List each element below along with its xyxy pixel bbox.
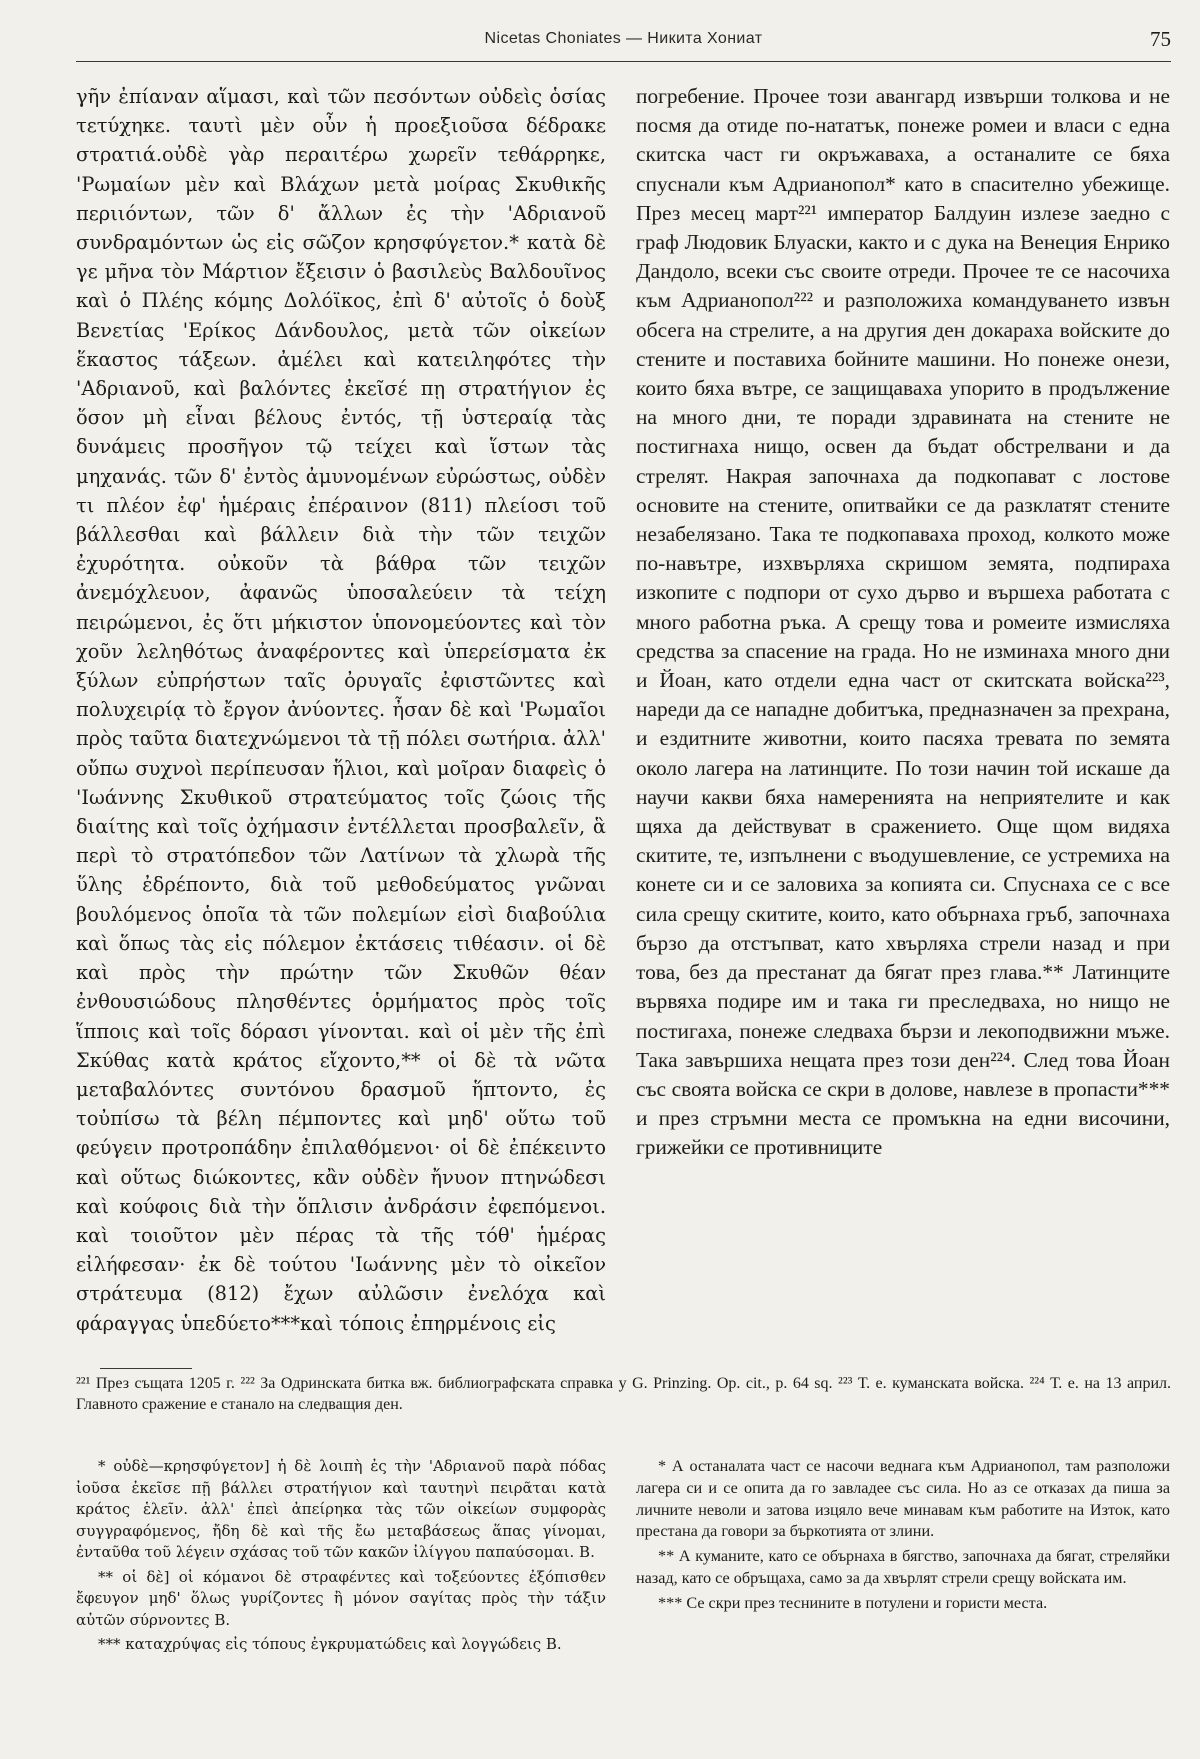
footnote-separator [100, 1368, 192, 1369]
greek-apparatus-note-1: * οὐδὲ—κρησφύγετον] ἡ δὲ λοιπὴ ἐς τὴν 'Αδριανοῦ παρὰ πόδας ἰοῦσα ἐκεῖσε πῇ βάλλει στρατήγιον καὶ ταυτηνὶ πειρᾶται κατὰ κράτος ἑλεῖν. ἀλλ' ἐπεὶ ἀπείρηκα τὰς τῶν οἰκείων συμφορὰς συγγραφόμενος, ἤδη δὲ καὶ τῆς ἔω μεταβάσεως ἅπας γίνομαι, ἐνταῦθα τοῦ λέγειν σχάσας τοῦ τῶν κακῶν ἰλίγγου παπαύσομαι. B. [76, 1457, 606, 1561]
page-number: 75 [1150, 27, 1171, 51]
bulgarian-apparatus [636, 1456, 1170, 1746]
greek-apparatus-note-3: *** καταχρύψας εἰς τόπους ἐγκρυματώδεις καὶ λογγώδεις B. [98, 1635, 562, 1653]
running-title: Nicetas Choniates — Никита Хониат [484, 30, 763, 47]
greek-paragraph: γῆν ἐπίαναν αἵμασι, καὶ τῶν πεσόντων οὐδεὶς ὁσίας τετύχηκε. ταυτὶ μὲν οὖν ἡ προεξιοῦσα δέδρακε στρατιά.οὐδὲ γὰρ περαιτέρω χωρεῖν τεθάρρηκε, 'Ρωμαίων μὲν καὶ Βλάχων μετὰ μοίρας Σκυθικῆς περιιόντων, τῶν δ' ἄλλων ἐς τὴν 'Αδριανοῦ συνδραμόντων ὡς εἰς σῶζον κρησφύγετον.* κατὰ δὲ γε μῆνα τὸν Μάρτιον ἔξεισιν ὁ βασιλεὺς Βαλδουῖνος καὶ ὁ Πλέης κόμης Δολόϊκος, ἐπὶ δ' αὐτοῖς ὁ δοὺξ Βενετίας 'Ερίκος Δάνδουλος, μετὰ τῶν οἰκείων ἕκαστος τάξεων. ἀμέλει καὶ κατειληφότες τὴν 'Αδριανοῦ, καὶ βαλόντες ἐκεῖσέ πῃ στρατήγιον ἐς ὅσον μὴ εἶναι βέλους ἐντός, τῇ ὑστεραίᾳ τὰς δυνάμεις προσῆγον τῷ τείχει καὶ ἵστων τὰς μηχανάς. τῶν δ' ἐντὸς ἀμυνομένων εὐρώστως, οὐδὲν τι πλέον ἐφ' ἡμέραις ἐπέραινον (811) πλείοσι τοῦ βάλλεσθαι καὶ βάλλειν διὰ τὴν τῶν τειχῶν ἐχυρότητα. οὐκοῦν τὰ βάθρα τῶν τειχῶν ἀνεμόχλευον, ἀφανῶς ὑποσαλεύειν τὰ τείχη πειρώμενοι, ἐς ὅτι μήκιστον ὑπονομεύοντες καὶ τὸν χοῦν λεληθότως ἀναφέροντες καὶ ὑπερείσματα ἐκ ξύλων εὐπρήστων ταῖς ὀρυγαῖς ἐφιστῶντες καὶ πολυχειρίᾳ τὸ ἔργον ἀνύοντες. ἦσαν δὲ καὶ 'Ρωμαῖοι πρὸς ταῦτα διατεχνώμενοι τὰ τῇ πόλει σωτήρια. ἀλλ' οὔπω συχνοὶ περίπευσαν ἥλιοι, καὶ μοῖραν διαφεὶς ὁ 'Ιωάννης Σκυθικοῦ στρατεύματος τοῖς ζώοις τῆς διαίτης καὶ τοῖς ὀχήμασιν ἐντέλλεται προσβαλεῖν, ἃ περὶ τὸ στρατόπεδον τῶν Λατίνων τὰ χλωρὰ τῆς ὕλης ἐδρέποντο, διὰ τοῦ μεθοδεύματος γνῶναι βουλόμενος ὁποῖα τὰ τῶν πολεμίων εἰσὶ διαβούλια καὶ ὅπως τὰς εἰς πόλεμον ἐκτάσεις τιθέασιν. οἱ δὲ καὶ πρὸς τὴν πρώτην τῶν Σκυθῶν θέαν ἐνθουσιώδους πλησθέντες ὁρμήματος πρὸς τοῖς ἵπποις καὶ τοῖς δόρασι γίνονται. καὶ οἱ μὲν τῆς ἐπὶ Σκύθας κατὰ κράτος εἴχοντο,** οἱ δὲ τὰ νῶτα μεταβαλόντες συντόνου δρασμοῦ ἥπτοντο, ἐς τοὐπίσω τὰ βέλη πέμποντες καὶ μηδ' οὕτω τοῦ φεύγειν προτροπάδην ἐπιλαθόμενοι· οἱ δὲ ἐπέκειντο καὶ οὕτως διώκοντες, κἂν οὐδὲν ἤνυον πτηνώδεσι καὶ κούφοις διὰ τὴν ὅπλισιν ἀνδράσιν ἐφεπόμενοι. καὶ τοιοῦτον μὲν πέρας τὰ τῆς τόθ' ἡμέρας εἰλήφεσαν· ἐκ δὲ τούτου 'Ιωάννης μὲν τὸ οἰκεῖον στράτευμα (812) ἔχων αὐλῶσιν ἐνελόχα καὶ φάραγγας ὑπεδύετο***καὶ τόποις ἐπηρμένοις εἰς [76, 85, 606, 1335]
greek-apparatus-note-2: ** οἱ δὲ] οἱ κόμανοι δὲ στραφέντες καὶ τοξεύοντες ἐξόπισθεν ἔφευγον μηδ' ὅλως γυρίζοντες ἢ μόνον σαγίτας πρὸς τὴν τάξιν αὐτῶν σύρνοντες B. [76, 1567, 606, 1629]
greek-apparatus [76, 1456, 606, 1746]
numbered-footnotes: ²²¹ През същата 1205 г. ²²² За Одринската битка вж. библиографската справка у G. Prinzing. Op. cit., p. 64 sq. ²²³ Т. е. куманската войска. ²²⁴ Т. е. на 13 април. Главното сражение е станало на следващия ден. [76, 1375, 1171, 1413]
bulgarian-apparatus-note-2: ** А куманите, като се обърнаха в бягство, започнаха да бягат, стреляйки назад, като се обръщаха, само за да хвърлят стрели срещу войската им. [636, 1547, 1170, 1587]
bulgarian-paragraph: погребение. Прочее този авангард извърши толкова и не посмя да отиде по-нататък, понеже ромеи и власи с една скитска част ги окръжаваха, а останалите се бяха спуснали към Адрианопол* като в спасително убежище. През месец март²²¹ император Балдуин излезе заедно с граф Людовик Блуаски, както и с дука на Венеция Енрико Дандоло, всеки със своите отреди. Прочее те се насочиха към Адрианопол²²² и разположиха командуването извън обсега на стрелите, а на другия ден докараха войските до стените и поставиха бойните машини. Но понеже онези, които бяха вътре, се защищаваха упорито в продължение на много дни, те поради здравината на стените не постигнаха нищо, освен да бъдат обстрелвани и да стрелят. Накрая започнаха да подкопават с лостове основите на стените, опитвайки се да разклатят стените незабелязано. Така те подкопаваха проход, колкото може по-навътре, изхвърляха скришом земята, подпираха изкопите с подпори от сухо дърво и вършеха работата с много работна ръка. А срещу това и ромеите измисляха средства за спасение на града. Но не изминаха много дни и Йоан, като отдели една част от скитската войска²²³, нареди да се нападне добитъка, предназначен за прехрана, и ездитните животни, които пасяха тревата по земята около лагера на латинците. По този начин той искаше да научи какви бяха намеренията на неприятелите и как щяха да действуват в сражението. Още щом видяха скитите, те, изпълнени с въодушевление, се устремиха на конете си и се заловиха за копията си. Спуснаха се с все сила срещу скитите, които, като обърнаха гръб, започнаха бързо да отстъпват, като хвърляха стрели назад и при това, без да престанат да бягат през глава.** Латинците вървяха подире им и така ги преследваха, но нищо не постигаха, понеже следваха бързи и лекоподвижни мъже. Така завършиха нещата през този ден²²⁴. След това Йоан със своята войска се скри в долове, навлезе в пропасти*** и през стръмни места се промъкна на едни височини, грижейки се противниците [636, 84, 1170, 1160]
bulgarian-text-column [636, 82, 1170, 1357]
header-rule [76, 61, 1171, 62]
bulgarian-apparatus-note-1: * А останалата част се насочи веднага към Адрианопол, там разположи лагера си и се опита да го завладее със сила. Но аз се отказах да пиша за личните неволи и затова изцяло вече минавам към работите на Изток, като престана да говори за бъркотията от злини. [636, 1457, 1170, 1541]
bulgarian-apparatus-note-3: *** Се скри през теснините в потулени и гористи места. [658, 1593, 1048, 1612]
greek-text-column [76, 82, 606, 1357]
running-header [76, 27, 1171, 66]
